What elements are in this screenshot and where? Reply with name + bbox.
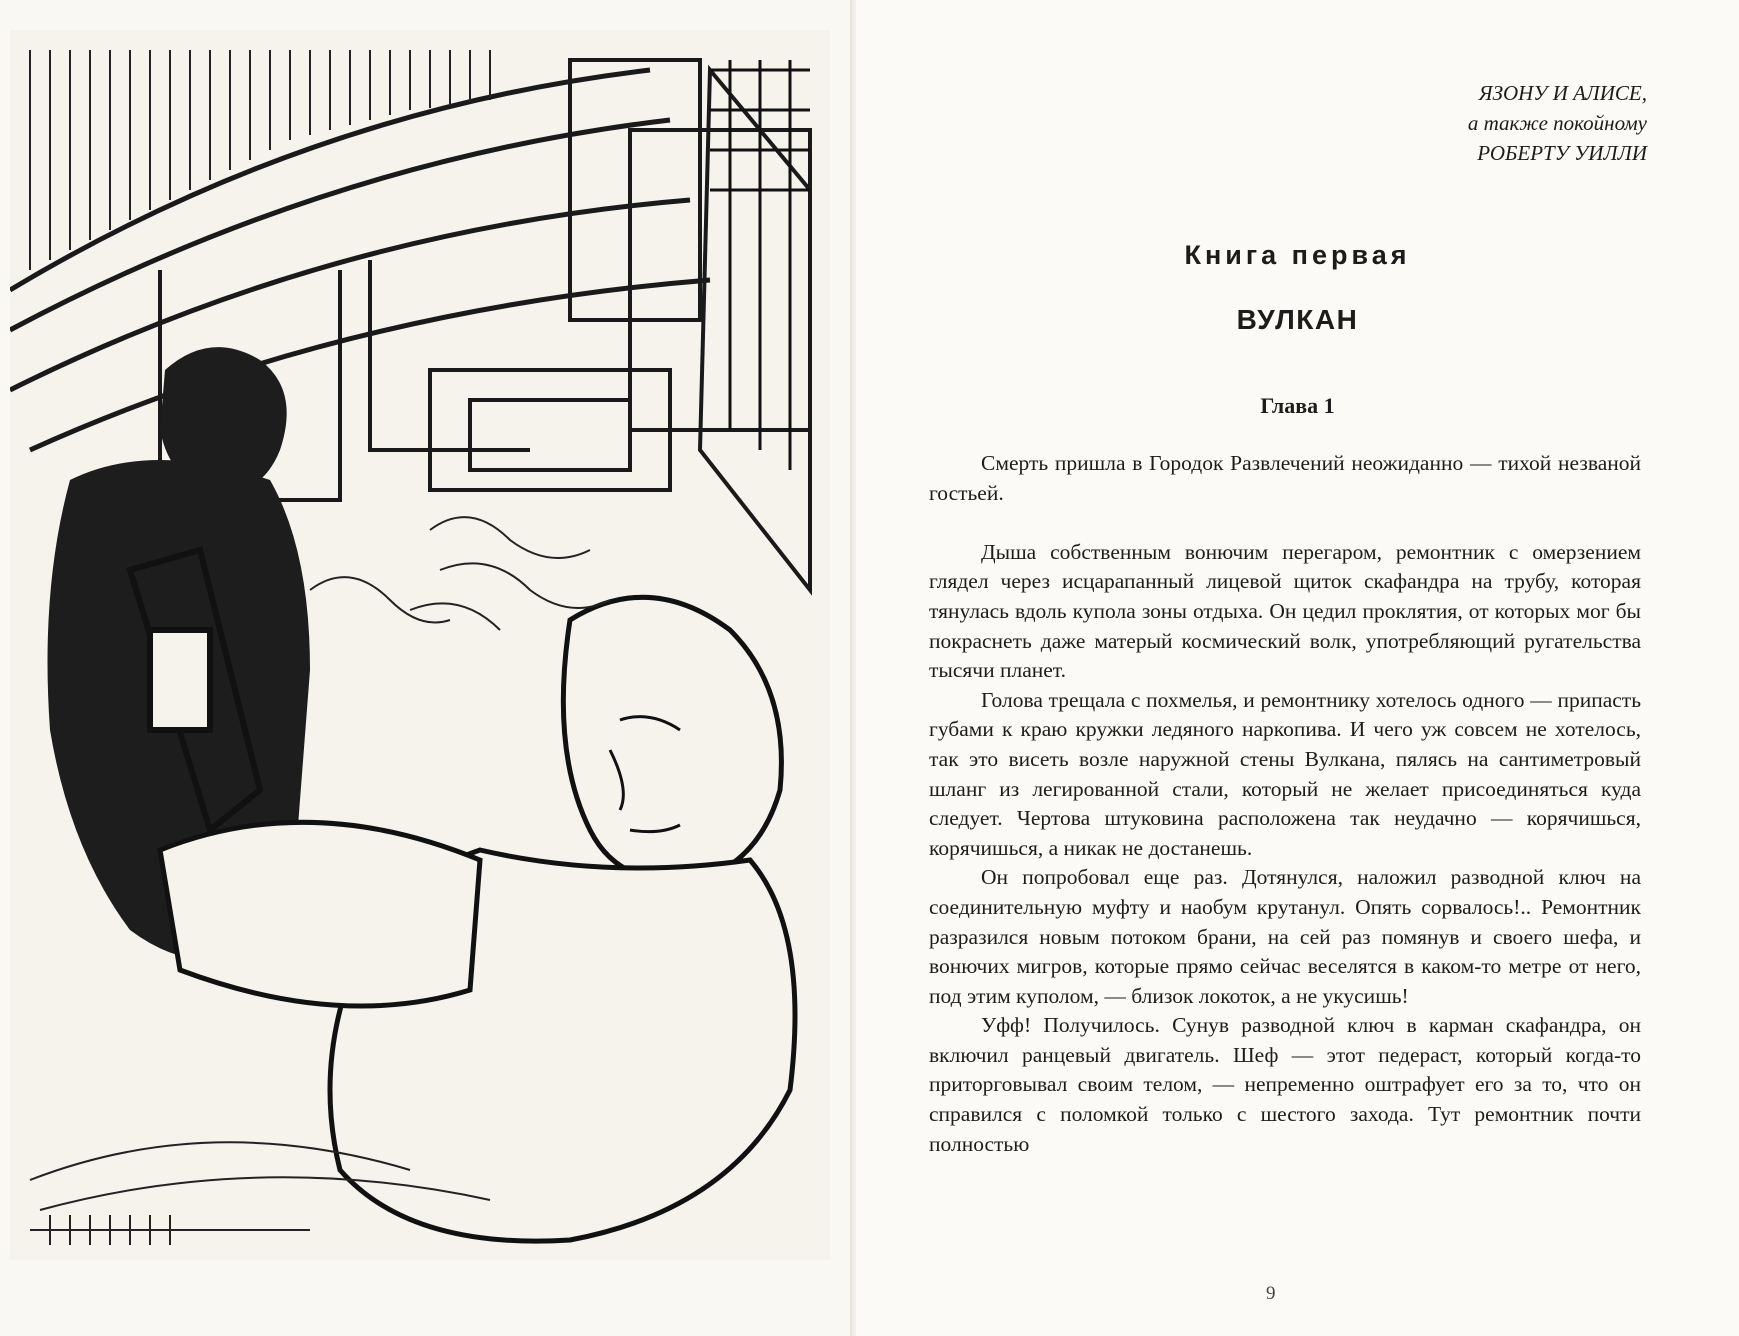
dedication [1468, 78, 1647, 168]
pen-and-ink-scene-icon [10, 30, 830, 1260]
paragraph: Он попробовал еще раз. Дотянулся, наложил разводной ключ на соединительную муфту и наобум крутанул. Опять сорвалось!.. Ремонтник разразился новым потоком брани, на сей раз помянув и своего шефа, и вонючих мигров, которые прямо сейчас веселятся в каком-то метре от него, под этим куполом, — близок локоток, а не укусишь! [929, 865, 1641, 1008]
volume-title: ВУЛКАН [1236, 304, 1359, 335]
paragraph: Уфф! Получилось. Сунув разводной ключ в карман скафандра, он включил ранцевый двигатель. Шеф — этот педераст, который когда-то приторговывал своим телом, — непременно оштрафует его за то, что он справился с поломкой только с шестого захода. Тут ремонтник почти полностью [929, 1013, 1641, 1156]
page-number: 9 [1266, 1283, 1276, 1304]
dedication-line-1: ЯЗОНУ И АЛИСЕ, [1478, 81, 1647, 105]
left-page [0, 0, 850, 1336]
right-page [856, 0, 1739, 1336]
paragraph: Смерть пришла в Городок Развлечений неожиданно — тихой незваной гостьей. [929, 451, 1641, 505]
paragraph: Дыша собственным вонючим перегаром, ремонтник с омерзением глядел через исцарапанный лицевой щиток скафандра на трубу, которая тянулась вдоль купола зоны отдыха. Он цедил проклятия, от которых мог бы покраснеть даже матерый космический волк, употребляющий ругательства тысячи планет. [929, 539, 1641, 683]
chapter-body [929, 449, 1641, 1159]
dedication-line-3: РОБЕРТУ УИЛЛИ [1477, 141, 1647, 165]
dedication-line-2: а также покойному [1467, 111, 1647, 135]
book-title: Книга первая [1184, 240, 1411, 270]
chapter-title: Глава 1 [1260, 393, 1335, 418]
paragraph: Голова трещала с похмелья, и ремонтнику хотелось одного — припасть губами к краю кружки ледяного наркопива. И чего уж совсем не хотелось, так это висеть возле наружной стены Вулкана, пялясь на сантиметровый шланг из легированной стали, который не желает присоединяться куда следует. Чертова штуковина расположена так неудачно — корячишься, корячишься, а никак не достанешь. [929, 687, 1641, 860]
